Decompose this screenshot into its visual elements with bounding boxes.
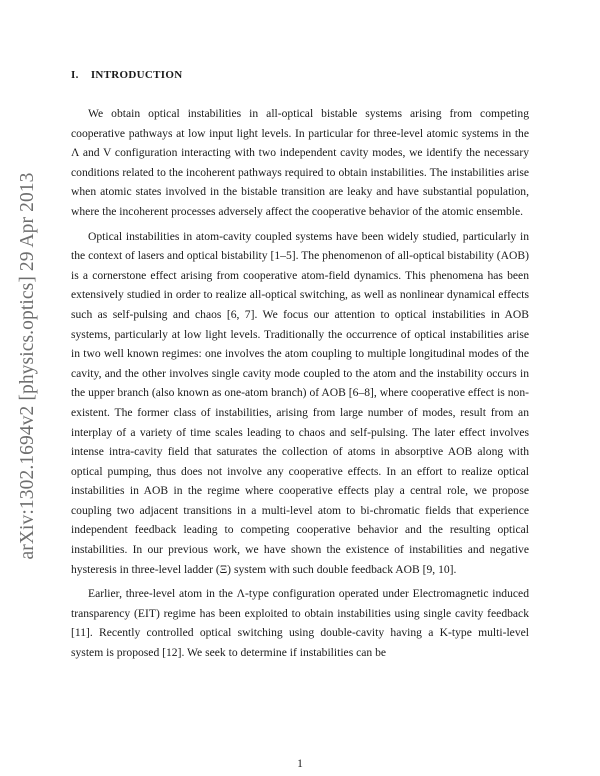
section-heading [71, 69, 182, 81]
paragraph-1: We obtain optical instabilities in all-optical bistable systems arising from competing cooperative pathways at low input light levels. In particular for three-level atomic systems in the Λ and V configuration interacting with two independent cavity modes, we identify the necessary conditions related to the incoherent pathways required to obtain instabilities. The instabilities arise when atomic states involved in the bistable transition are leaky and have substantial population, where the incoherent processes adversely affect the cooperative behavior of the atomic ensemble. [71, 107, 529, 218]
paragraph-2: Optical instabilities in atom-cavity coupled systems have been widely studied, particularly in the context of lasers and optical bistability [1–5]. The phenomenon of all-optical bistability (AOB) is a cornerstone effect arising from cooperative atom-field dynamics. This phenomena has been extensively studied in order to realize all-optical switching, as well as nonlinear dynamical effects such as self-pulsing and chaos [6, 7]. We focus our attention to optical instabilities in AOB systems, particularly at low light levels. Traditionally the occurrence of optical instabilities arise in two well known regimes: one involves the atom coupling to multiple longitudinal modes of the cavity, and the other involves single cavity mode coupled to the atom and the instability occurs in the upper branch (also known as one-atom branch) of AOB [6–8], where cooperative effect is non-existent. The former class of instabilities, arising from large number of modes, result from an interplay of a variety of time scales leading to chaos and self-pulsing. The later effect involves intense intra-cavity field that saturates the collection of atoms in absorptive AOB along with optical pumping, thus does not involve any cooperative effects. In an effort to realize optical instabilities in AOB in the regime where cooperative effects play a central role, we propose coupling two adjacent transitions in a multi-level atom to bi-chromatic fields that experience independent feedback leading to competing cooperative behavior and the resulting optical instabilities. In our previous work, we have shown the existence of instabilities and negative hysteresis in three-level ladder (Ξ) system with such double feedback AOB [9, 10]. [71, 229, 529, 576]
paragraph-3: Earlier, three-level atom in the Λ-type configuration operated under Electromagnetic induced transparency (EIT) regime has been exploited to obtain instabilities using single cavity feedback [11]. Recently controlled optical switching using double-cavity having a K-type multi-level system is proposed [12]. We seek to determine if instabilities can be [71, 587, 529, 660]
arxiv-identifier [8, 146, 48, 586]
arxiv-id-text: arXiv:1302.1694v2 [physics.optics] 29 Apr 2013 [17, 172, 38, 560]
section-title: INTRODUCTION [90, 69, 183, 81]
body-text [71, 104, 529, 668]
page-number: 1 [297, 758, 303, 770]
section-number: I. [71, 69, 79, 81]
